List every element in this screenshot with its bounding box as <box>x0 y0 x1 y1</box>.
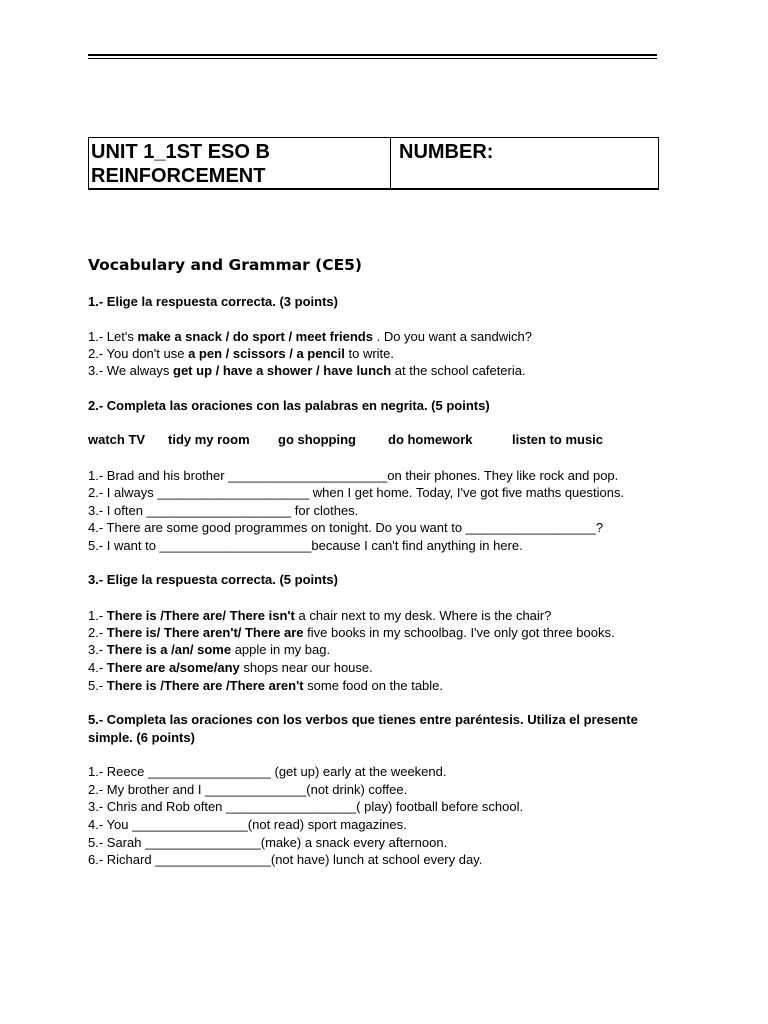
number-cell <box>391 138 659 190</box>
item-suffix: some food on the table. <box>303 678 444 693</box>
header-table <box>88 137 659 190</box>
item-options: There is /There are/ There isn't <box>106 608 295 623</box>
exercise-5-item: 4.- You ________________(not read) sport magazines. <box>88 817 407 832</box>
exercise-1-item <box>88 363 526 379</box>
exercise-5-item: 2.- My brother and I ______________(not drink) coffee. <box>88 782 408 797</box>
exercise-2-item: 4.- There are some good programmes on tonight. Do you want to __________________? <box>88 520 604 535</box>
exercise-5-number: 5. <box>88 712 99 727</box>
exercise-2-item: 1.- Brad and his brother ______________________on their phones. They like rock and pop. <box>88 468 619 483</box>
item-options: There is /There are /There aren't <box>106 678 304 693</box>
item-suffix: apple in my bag. <box>231 642 331 657</box>
exercise-1-title: Elige la respuesta correcta. (3 points) <box>103 294 338 309</box>
item-prefix: 1.- Let's <box>88 329 138 344</box>
item-options: There is a /an/ some <box>106 642 232 657</box>
exercise-5-title: - Completa las oraciones con los verbos que tienes entre paréntesis. Utiliza el presente <box>98 712 638 727</box>
item-prefix: 4.- <box>88 660 107 675</box>
exercise-2-number: 2. <box>88 398 99 413</box>
top-rule-thin <box>88 58 657 59</box>
exercise-2-item: 2.- I always _____________________ when I get home. Today, I've got five maths questions. <box>88 485 625 500</box>
item-options: make a snack / do sport / meet friends <box>137 329 373 344</box>
exercise-1-item <box>88 329 532 345</box>
exercise-5-item: 3.- Chris and Rob often __________________( play) football before school. <box>88 799 524 814</box>
item-suffix: to write. <box>344 346 394 361</box>
unit-cell <box>89 138 391 190</box>
exercise-3-item <box>88 678 443 694</box>
unit-title: UNIT 1_1ST ESO B <box>91 141 270 163</box>
exercise-3-item <box>88 642 330 658</box>
unit-subtitle: REINFORCEMENT <box>91 165 266 187</box>
item-options: There is/ There aren't/ There are <box>106 625 304 640</box>
exercise-2-heading <box>88 398 490 414</box>
exercise-3-number: 3. <box>88 572 99 587</box>
section-title: Vocabulary and Grammar (CE5) <box>88 256 363 274</box>
item-prefix: 1.- <box>88 608 107 623</box>
item-suffix: five books in my schoolbag. I've only got three books. <box>303 625 615 640</box>
exercise-5-item: 6.- Richard ________________(not have) lunch at school every day. <box>88 852 483 867</box>
word-bank-item: watch TV <box>88 432 146 447</box>
exercise-3-item <box>88 625 615 641</box>
item-suffix: shops near our house. <box>239 660 373 675</box>
exercise-1-heading <box>88 294 338 310</box>
item-options: get up / have a shower / have lunch <box>173 363 392 378</box>
item-options: There are a/some/any <box>106 660 240 675</box>
exercise-3-title: - Elige la respuesta correcta. (5 points) <box>98 572 338 587</box>
exercise-3-item <box>88 660 373 676</box>
exercise-3-item <box>88 608 551 624</box>
exercise-3-heading <box>88 572 338 588</box>
item-prefix: 2.- <box>88 625 107 640</box>
word-bank-item: do homework <box>388 432 473 447</box>
word-bank-item: tidy my room <box>168 432 250 447</box>
item-options: a pen / scissors / a pencil <box>188 346 345 361</box>
word-bank-item: listen to music <box>512 432 604 447</box>
word-bank-item: go shopping <box>278 432 356 447</box>
item-suffix: a chair next to my desk. Where is the chair? <box>294 608 552 623</box>
exercise-1-item <box>88 346 394 362</box>
exercise-2-item: 5.- I want to _____________________because I can't find anything in here. <box>88 538 523 553</box>
exercise-5-heading <box>88 712 638 728</box>
item-prefix: 2.- You don't use <box>88 346 189 361</box>
exercise-5-item: 1.- Reece _________________ (get up) early at the weekend. <box>88 764 447 779</box>
exercise-5-title-cont: simple. (6 points) <box>88 730 195 745</box>
exercise-1-number: 1.- <box>88 294 104 309</box>
item-prefix: 5.- <box>88 678 107 693</box>
item-prefix: 3.- We always <box>88 363 174 378</box>
item-suffix: at the school cafeteria. <box>391 363 526 378</box>
exercise-2-title: - Completa las oraciones con las palabras en negrita. (5 points) <box>98 398 490 413</box>
top-rule-thick <box>88 54 657 56</box>
item-suffix: . Do you want a sandwich? <box>372 329 532 344</box>
item-prefix: 3.- <box>88 642 107 657</box>
exercise-2-item: 3.- I often ____________________ for clothes. <box>88 503 359 518</box>
number-label: NUMBER: <box>399 141 494 163</box>
exercise-5-item: 5.- Sarah ________________(make) a snack every afternoon. <box>88 835 448 850</box>
